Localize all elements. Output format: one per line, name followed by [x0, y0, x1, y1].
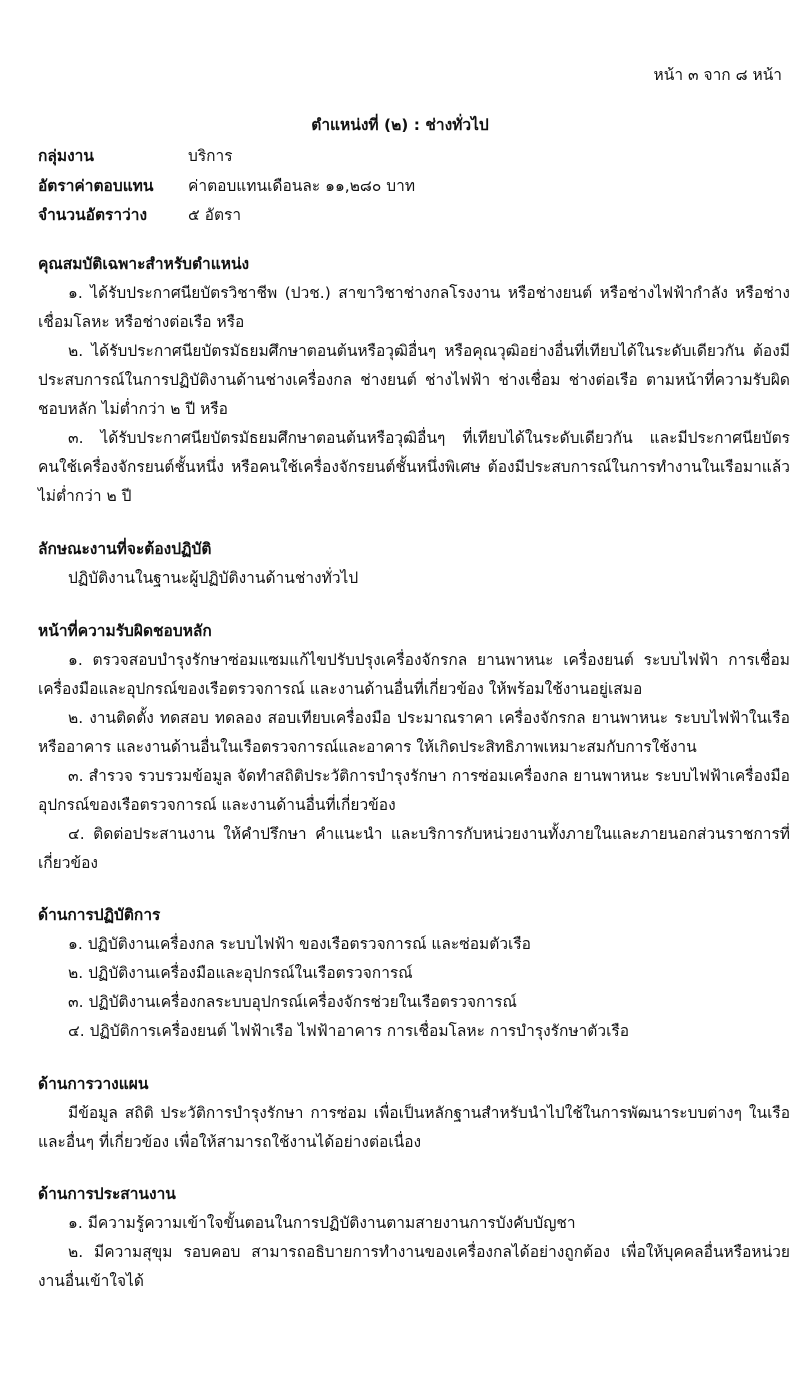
planning-heading: ด้านการวางแผน	[38, 1075, 149, 1093]
operation-item: ๓. ปฏิบัติงานเครื่องกลระบบอุปกรณ์เครื่องจักรช่วยในเรือตรวจการณ์	[68, 993, 517, 1011]
qualification-item: ๒. ได้รับประกาศนียบัตรมัธยมศึกษาตอนต้นหรือวุฒิอื่นๆ หรือคุณวุฒิอย่างอื่นที่เทียบได้ในระดับเดียวกัน ต้องมีประสบการณ์ในการปฏิบัติงานด้านช่างเครื่องกล ช่างยนต์ ช่างไฟฟ้า ช่างเชื่อม ช่างต่อเรือ ตามหน้าที่ความรับผิดชอบหลัก ไม่ต่ำกว่า ๒ ปี หรือ	[38, 342, 790, 418]
coordination-item: ๒. มีความสุขุม รอบคอบ สามารถอธิบายการทำงานของเครื่องกลได้อย่างถูกต้อง เพื่อให้บุคคลอื่นหรือหน่วยงานอื่นเข้าใจได้	[38, 1243, 790, 1290]
work-nature-section	[38, 535, 790, 593]
group-value: บริการ	[188, 147, 233, 165]
qualification-item: ๓. ได้รับประกาศนียบัตรมัธยมศึกษาตอนต้นหรือวุฒิอื่นๆ ที่เทียบได้ในระดับเดียวกัน และมีประกาศนียบัตรคนใช้เครื่องจักรยนต์ชั้นหนึ่ง หรือคนใช้เครื่องจักรยนต์ชั้นหนึ่งพิเศษ ต้องมีประสบการณ์ในการทำงานในเรือมาแล้ว ไม่ต่ำกว่า ๒ ปี	[38, 429, 790, 505]
work-nature-heading: ลักษณะงานที่จะต้องปฏิบัติ	[38, 540, 212, 558]
operation-item: ๑. ปฏิบัติงานเครื่องกล ระบบไฟฟ้า ของเรือตรวจการณ์ และซ่อมตัวเรือ	[68, 935, 531, 953]
work-nature-text: ปฏิบัติงานในฐานะผู้ปฏิบัติงานด้านช่างทั่วไป	[68, 569, 359, 587]
operation-item: ๔. ปฏิบัติการเครื่องยนต์ ไฟฟ้าเรือ ไฟฟ้าอาคาร การเชื่อมโลหะ การบำรุงรักษาตัวเรือ	[68, 1022, 630, 1040]
duty-item: ๑. ตรวจสอบบำรุงรักษาซ่อมแซมแก้ไขปรับปรุงเครื่องจักรกล ยานพาหนะ เครื่องยนต์ ระบบไฟฟ้า การเชื่อม เครื่องมือและอุปกรณ์ของเรือตรวจการณ์ และงานด้านอื่นที่เกี่ยวข้อง ให้พร้อมใช้งานอยู่เสมอ	[38, 651, 790, 698]
operation-item: ๒. ปฏิบัติงานเครื่องมือและอุปกรณ์ในเรือตรวจการณ์	[68, 964, 413, 982]
planning-section	[38, 1070, 790, 1157]
position-title: ตำแหน่งที่ (๒) : ช่างทั่วไป	[311, 116, 489, 134]
planning-text: มีข้อมูล สถิติ ประวัติการบำรุงรักษา การซ่อม เพื่อเป็นหลักฐานสำหรับนำไปใช้ในการพัฒนาระบบต่างๆ ในเรือและอื่นๆ ที่เกี่ยวข้อง เพื่อให้สามารถใช้งานได้อย่างต่อเนื่อง	[38, 1104, 790, 1151]
coordination-heading: ด้านการประสานงาน	[38, 1185, 176, 1203]
duty-item: ๓. สำรวจ รวบรวมข้อมูล จัดทำสถิติประวัติการบำรุงรักษา การซ่อมเครื่องกล ยานพาหนะ ระบบไฟฟ้าเครื่องมืออุปกรณ์ของเรือตรวจการณ์ และงานด้านอื่นที่เกี่ยวข้อง	[38, 767, 790, 814]
coordination-section	[38, 1180, 790, 1296]
vacancy-label: จำนวนอัตราว่าง	[38, 206, 148, 224]
qualifications-section	[38, 250, 790, 511]
duties-heading: หน้าที่ความรับผิดชอบหลัก	[38, 622, 212, 640]
qualification-item: ๑. ได้รับประกาศนียบัตรวิชาชีพ (ปวช.) สาขาวิชาช่างกลโรงงาน หรือช่างยนต์ หรือช่างไฟฟ้ากำลัง หรือช่างเชื่อมโลหะ หรือช่างต่อเรือ หรือ	[38, 284, 790, 331]
salary-value: ค่าตอบแทนเดือนละ ๑๑,๒๘๐ บาท	[188, 177, 416, 195]
qualifications-heading: คุณสมบัติเฉพาะสำหรับตำแหน่ง	[38, 255, 250, 273]
salary-label: อัตราค่าตอบแทน	[38, 177, 154, 195]
page-number: หน้า ๓ จาก ๘ หน้า	[653, 66, 782, 84]
duties-section	[38, 617, 790, 878]
coordination-item: ๑. มีความรู้ความเข้าใจขั้นตอนในการปฏิบัติงานตามสายงานการบังคับบัญชา	[68, 1214, 576, 1232]
operations-section	[38, 901, 790, 1046]
duty-item: ๔. ติดต่อประสานงาน ให้คำปรึกษา คำแนะนำ และบริการกับหน่วยงานทั้งภายในและภายนอกส่วนราชการที่เกี่ยวข้อง	[38, 825, 790, 872]
operations-heading: ด้านการปฏิบัติการ	[38, 906, 161, 924]
duty-item: ๒. งานติดตั้ง ทดสอบ ทดลอง สอบเทียบเครื่องมือ ประมาณราคา เครื่องจักรกล ยานพาหนะ ระบบไฟฟ้าในเรือหรืออาคาร และงานด้านอื่นในเรือตรวจการณ์และอาคาร ให้เกิดประสิทธิภาพเหมาะสมกับการใช้งาน	[38, 709, 790, 756]
group-label: กลุ่มงาน	[38, 147, 94, 165]
vacancy-value: ๕ อัตรา	[188, 206, 242, 224]
